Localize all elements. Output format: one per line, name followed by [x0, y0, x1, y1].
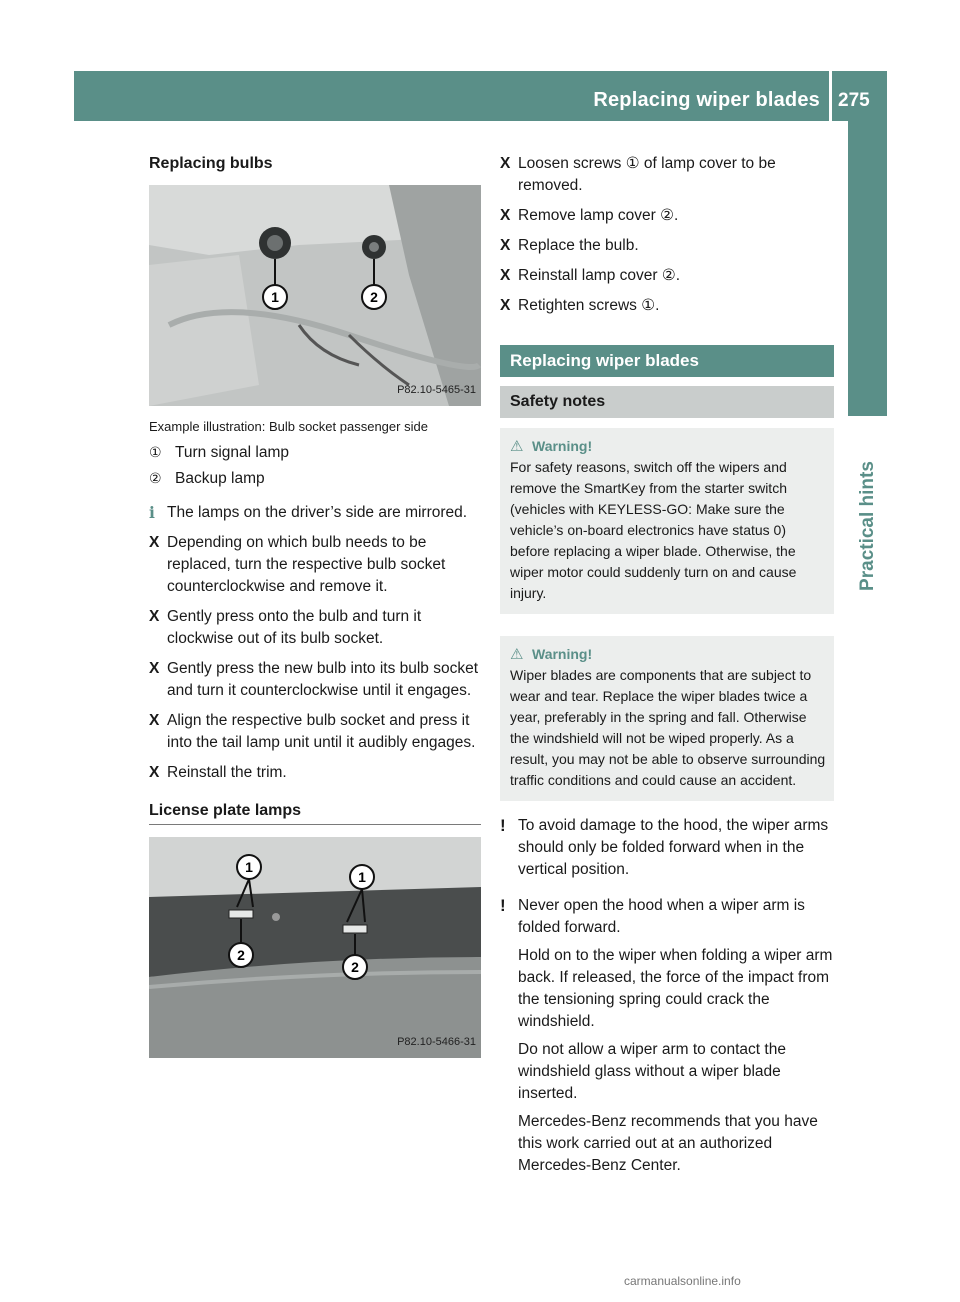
step-text: Retighten screws ①.: [518, 297, 660, 314]
warning-header: [510, 644, 826, 665]
info-note: [149, 502, 481, 524]
callout-1: 1: [245, 859, 253, 875]
warning-text: Wiper blades are components that are subject to wear and tear. Replace the wiper blades twice a year, preferably in the spring and fall. Otherwise the windshield will not be wiped properly. As a result, you may not be able to observe surrounding traffic conditions and could cause an accident.: [510, 667, 826, 788]
step-marker-icon: X: [500, 267, 511, 284]
section-title-replacing-wiper-blades: Replacing wiper blades: [500, 345, 834, 377]
caution-text: Never open the hood when a wiper arm is folded forward.: [518, 897, 805, 936]
step-marker-icon: X: [149, 764, 160, 781]
license-plate-lamp-photo: [149, 837, 481, 1058]
warning-title: Warning!: [532, 646, 593, 662]
info-icon: i: [149, 503, 155, 522]
callout-2: 2: [237, 947, 245, 963]
right-column: [500, 153, 834, 1177]
page-number: 275: [838, 90, 870, 111]
warning-header: [510, 436, 826, 457]
legend-item: [149, 468, 481, 490]
caution-paragraph: Hold on to the wiper when folding a wiper arm back. If released, the force of the impact from the tensioning spring could crack the windshield.: [518, 947, 833, 1030]
caution-note: [500, 815, 834, 881]
warning-title: Warning!: [532, 438, 593, 454]
subheading-license-plate-lamps: License plate lamps: [149, 800, 481, 825]
chapter-title: Replacing wiper blades: [593, 89, 820, 111]
step-text: Loosen screws ① of lamp cover to be removed.: [518, 155, 776, 194]
side-tab: [848, 121, 887, 416]
subsection-title-safety-notes: Safety notes: [500, 386, 834, 418]
legend-number: ②: [149, 471, 162, 487]
step-item: [500, 153, 834, 197]
step-item: [149, 532, 481, 598]
warning-triangle-icon: ⚠: [510, 438, 524, 455]
step-item: [500, 235, 834, 257]
photo-code: P82.10-5466-31: [397, 1036, 476, 1048]
step-text: Gently press onto the bulb and turn it clockwise out of its bulb socket.: [167, 608, 422, 647]
bulb-socket-photo: [149, 185, 481, 406]
left-column: [149, 153, 481, 1058]
exclamation-icon: !: [500, 896, 506, 915]
step-marker-icon: X: [500, 207, 511, 224]
step-text: Reinstall the trim.: [167, 764, 287, 781]
photo-code: P82.10-5465-31: [397, 384, 476, 396]
step-marker-icon: X: [149, 608, 160, 625]
step-item: [149, 658, 481, 702]
legend-item: [149, 442, 481, 464]
step-marker-icon: X: [149, 712, 160, 729]
step-item: [500, 265, 834, 287]
callout-1: 1: [271, 289, 279, 305]
info-text: The lamps on the driver’s side are mirrored.: [167, 504, 468, 521]
step-item: [500, 205, 834, 227]
step-marker-icon: X: [149, 660, 160, 677]
warning-triangle-icon: ⚠: [510, 646, 524, 663]
callout-2: 2: [370, 289, 378, 305]
step-text: Replace the bulb.: [518, 237, 639, 254]
side-tab-label: [848, 416, 887, 636]
exclamation-icon: !: [500, 816, 506, 835]
callout-2: 2: [351, 959, 359, 975]
caution-paragraph: Mercedes-Benz recommends that you have this work carried out at an authorized Mercedes-Benz Center.: [518, 1113, 818, 1174]
bulb-socket-illustration: [149, 185, 481, 406]
side-tab-text: Practical hints: [856, 461, 878, 591]
caution-paragraph: Do not allow a wiper arm to contact the windshield glass without a wiper blade inserted.: [518, 1041, 786, 1102]
step-item: [149, 606, 481, 650]
legend-text: Turn signal lamp: [175, 444, 290, 461]
step-item: [149, 762, 481, 784]
header-divider: [829, 71, 832, 121]
step-text: Reinstall lamp cover ②.: [518, 267, 681, 284]
step-marker-icon: X: [149, 534, 160, 551]
caution-note: [500, 895, 834, 1177]
step-item: [500, 295, 834, 317]
callout-1: 1: [358, 869, 366, 885]
step-text: Gently press the new bulb into its bulb socket and turn it counterclockwise until it engages.: [167, 660, 479, 699]
caution-body: [518, 895, 834, 1177]
warning-text: For safety reasons, switch off the wipers and remove the SmartKey from the starter switch (vehicles with KEYLESS-GO: Make sure the vehicle’s on-board electronics have status 0) before replacing a wiper blade. Otherwise, the wiper motor could suddenly turn on and cause injury.: [510, 459, 797, 601]
photo-caption: Example illustration: Bulb socket passenger side: [149, 419, 428, 434]
step-text: Depending on which bulb needs to be replaced, turn the respective bulb socket counterclockwise and remove it.: [167, 534, 446, 595]
step-text: Align the respective bulb socket and press it into the tail lamp unit until it audibly engages.: [167, 712, 476, 751]
warning-box: [500, 428, 834, 614]
warning-box: [500, 636, 834, 801]
caution-text: To avoid damage to the hood, the wiper arms should only be folded forward when in the vertical position.: [518, 817, 829, 878]
step-marker-icon: X: [500, 297, 511, 314]
step-item: [149, 710, 481, 754]
step-marker-icon: X: [500, 155, 511, 172]
legend-number: ①: [149, 445, 162, 461]
section-heading-replacing-bulbs: Replacing bulbs: [149, 155, 273, 172]
legend-text: Backup lamp: [175, 470, 265, 487]
watermark: carmanualsonline.info: [624, 1274, 741, 1288]
step-marker-icon: X: [500, 237, 511, 254]
license-plate-illustration: [149, 837, 481, 1058]
step-text: Remove lamp cover ②.: [518, 207, 679, 224]
